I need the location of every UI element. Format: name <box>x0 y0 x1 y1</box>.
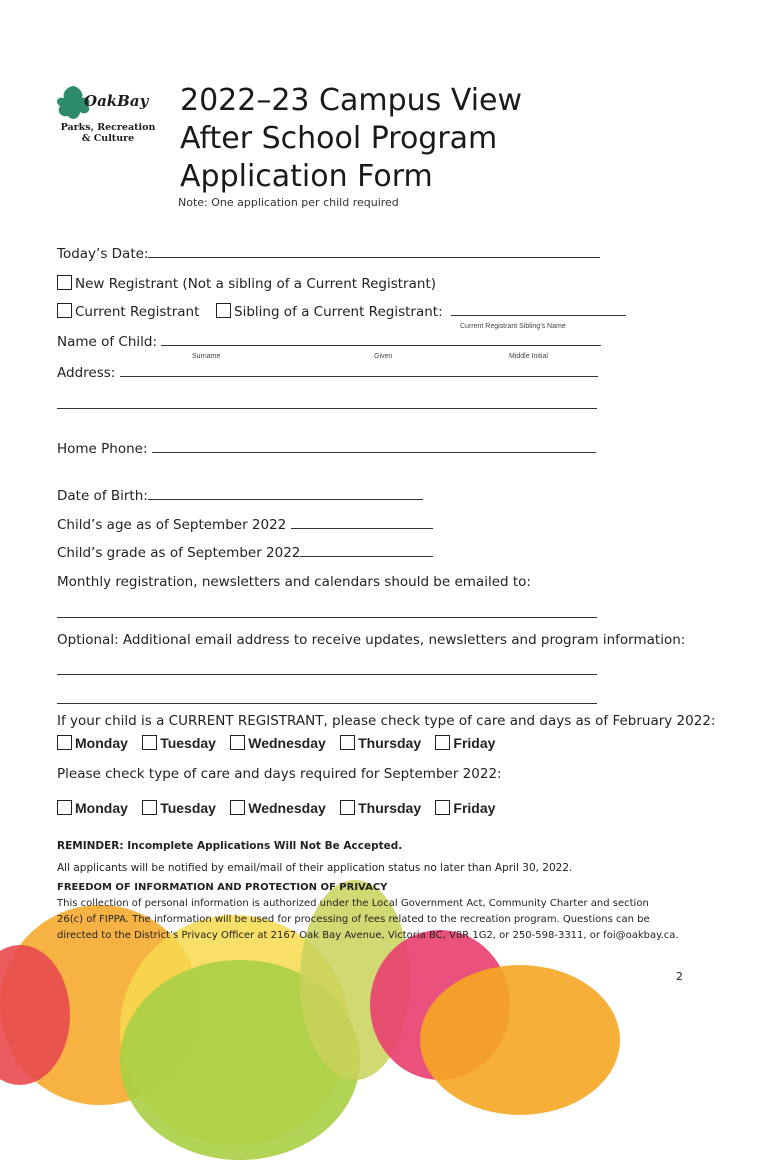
child-name-label: Name of Child: <box>57 334 158 350</box>
dob-field[interactable] <box>148 498 423 500</box>
child-name-row <box>57 334 601 350</box>
sept-care-label: Please check type of care and days required for September 2022: <box>57 766 502 782</box>
new-registrant-checkbox[interactable] <box>57 275 72 290</box>
new-registrant-row <box>57 275 436 292</box>
page-number: 2 <box>676 970 683 983</box>
dob-label: Date of Birth: <box>57 488 148 504</box>
current-care-label: If your child is a CURRENT REGISTRANT, please check type of care and days as of February 2022: <box>57 713 716 729</box>
surname-caption: Surname <box>192 353 221 360</box>
optional-email-label: Optional: Additional email address to receive updates, newsletters and program information: <box>57 632 686 648</box>
home-phone-label: Home Phone: <box>57 441 148 457</box>
sept-care-days <box>57 800 505 817</box>
current-monday-label: Monday <box>75 735 128 751</box>
title-line-1: 2022–23 Campus View <box>180 83 523 118</box>
home-phone-row <box>57 441 596 457</box>
current-thursday-checkbox[interactable] <box>340 735 355 750</box>
sept-friday-label: Friday <box>453 800 496 816</box>
optional-email-field-2[interactable] <box>57 703 597 704</box>
sibling-name-field[interactable] <box>451 314 626 316</box>
current-wednesday-label: Wednesday <box>248 735 326 751</box>
sept-wednesday-label: Wednesday <box>248 800 326 816</box>
email-label: Monthly registration, newsletters and calendars should be emailed to: <box>57 574 531 590</box>
todays-date-row <box>57 246 600 262</box>
notified-text: All applicants will be notified by email/mail of their application status no later than April 30, 2022. <box>57 862 573 874</box>
current-tuesday-label: Tuesday <box>160 735 216 751</box>
logo-subtitle <box>58 122 158 144</box>
todays-date-field[interactable] <box>148 256 600 258</box>
email-row <box>57 574 531 590</box>
optional-email-row <box>57 632 685 648</box>
email-field[interactable] <box>57 617 597 618</box>
current-wednesday-checkbox[interactable] <box>230 735 245 750</box>
title-line-2: After School Program <box>180 121 498 156</box>
current-care-days <box>57 735 505 752</box>
todays-date-label: Today’s Date: <box>57 246 149 262</box>
optional-email-field-1[interactable] <box>57 674 597 675</box>
current-monday-checkbox[interactable] <box>57 735 72 750</box>
logo-line-2: & Culture <box>81 133 135 144</box>
sept-monday-checkbox[interactable] <box>57 800 72 815</box>
current-care-row <box>57 713 715 729</box>
sibling-caption: Current Registrant Sibling’s Name <box>460 323 566 330</box>
foi-line-1: This collection of personal information is authorized under the Local Government Act, Community Charter and section <box>57 898 649 909</box>
sept-thursday-checkbox[interactable] <box>340 800 355 815</box>
current-thursday-label: Thursday <box>358 735 422 751</box>
current-tuesday-checkbox[interactable] <box>142 735 157 750</box>
address-row <box>57 365 598 381</box>
child-name-field[interactable] <box>161 344 601 346</box>
title-line-3: Application Form <box>180 159 433 194</box>
foi-line-2: 26(c) of FIPPA. The information will be used for processing of fees related to the recreation program. Questions can be <box>57 914 650 925</box>
logo-line-1: Parks, Recreation <box>60 122 156 133</box>
foi-heading: FREEDOM OF INFORMATION AND PROTECTION OF PRIVACY <box>57 882 388 893</box>
sept-wednesday-checkbox[interactable] <box>230 800 245 815</box>
home-phone-field[interactable] <box>152 451 596 453</box>
sept-thursday-label: Thursday <box>358 800 422 816</box>
grade-row <box>57 545 433 561</box>
middle-initial-caption: Middle Initial <box>509 353 548 360</box>
current-registrant-checkbox[interactable] <box>57 303 72 318</box>
address-label: Address: <box>57 365 116 381</box>
current-registrant-label: Current Registrant <box>75 304 200 320</box>
grade-field[interactable] <box>300 555 433 557</box>
form-note: Note: One application per child required <box>178 196 399 209</box>
sept-friday-checkbox[interactable] <box>435 800 450 815</box>
sibling-checkbox[interactable] <box>216 303 231 318</box>
sept-tuesday-label: Tuesday <box>160 800 216 816</box>
current-friday-checkbox[interactable] <box>435 735 450 750</box>
sibling-label: Sibling of a Current Registrant: <box>234 304 443 320</box>
logo-brand: OakBay <box>84 92 149 110</box>
address-field-1[interactable] <box>120 375 598 377</box>
sept-care-row <box>57 766 502 782</box>
grade-label: Child’s grade as of September 2022 <box>57 545 301 561</box>
address-field-2[interactable] <box>57 408 597 409</box>
given-caption: Given <box>374 353 393 360</box>
age-label: Child’s age as of September 2022 <box>57 517 287 533</box>
new-registrant-label: New Registrant (Not a sibling of a Current Registrant) <box>75 276 436 292</box>
sept-monday-label: Monday <box>75 800 128 816</box>
dob-row <box>57 488 423 504</box>
current-friday-label: Friday <box>453 735 496 751</box>
registrant-type-row <box>57 303 626 320</box>
age-field[interactable] <box>291 527 433 529</box>
page-title <box>180 82 522 196</box>
foi-line-3: directed to the District’s Privacy Officer at 2167 Oak Bay Avenue, Victoria BC, V8R 1G2, or 250-598-3311, or foi@oakbay.ca. <box>57 930 679 941</box>
sept-tuesday-checkbox[interactable] <box>142 800 157 815</box>
decor-circle-orange-right <box>420 965 620 1115</box>
reminder-text: REMINDER: Incomplete Applications Will Not Be Accepted. <box>57 840 403 852</box>
age-row <box>57 517 433 533</box>
oakbay-logo <box>54 82 154 152</box>
